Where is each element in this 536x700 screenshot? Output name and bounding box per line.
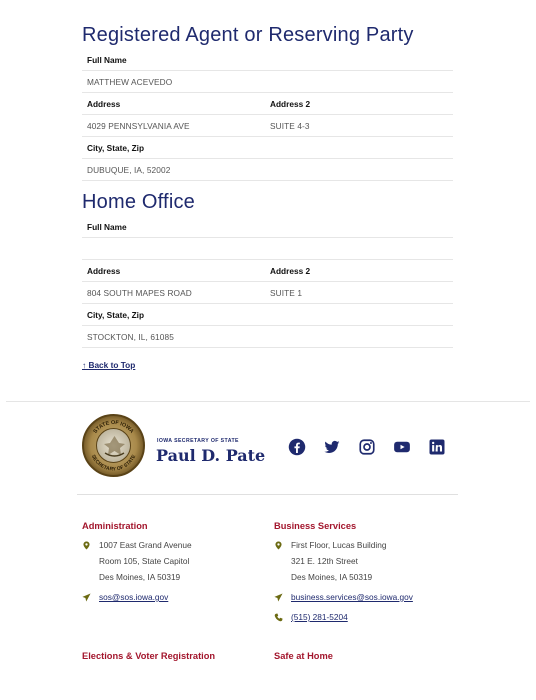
full-name-value: MATTHEW ACEVEDO xyxy=(87,76,173,87)
administration-address xyxy=(99,537,192,585)
full-name-label: Full Name xyxy=(87,221,127,232)
location-pin-icon xyxy=(274,541,283,550)
csz-value-row xyxy=(82,159,453,181)
address-line: First Floor, Lucas Building xyxy=(291,540,387,550)
seal-bottom-text: SECRETARY OF STATE xyxy=(89,453,138,473)
address2-label: Address 2 xyxy=(270,98,311,109)
address-label: Address xyxy=(87,265,121,276)
address-value: 804 SOUTH MAPES ROAD xyxy=(87,287,192,298)
csz-label-row xyxy=(82,137,453,159)
home-office-section xyxy=(82,191,453,348)
csz-value: STOCKTON, IL, 61085 xyxy=(87,331,174,342)
csz-label: City, State, Zip xyxy=(87,309,145,320)
back-to-top-link[interactable]: ↑ Back to Top xyxy=(82,360,136,370)
full-name-label: Full Name xyxy=(87,54,127,65)
full-name-value-row xyxy=(82,238,453,260)
address-line: Des Moines, IA 50319 xyxy=(99,572,181,582)
address2-value: SUITE 1 xyxy=(270,287,303,298)
address-label-row xyxy=(82,260,453,282)
send-icon xyxy=(274,593,283,602)
twitter-icon[interactable] xyxy=(323,438,341,456)
seal-top-text: STATE OF IOWA xyxy=(92,419,135,435)
seal-emblem xyxy=(96,428,131,463)
csz-value: DUBUQUE, IA, 52002 xyxy=(87,164,171,175)
youtube-icon[interactable] xyxy=(393,438,411,456)
address-label: Address xyxy=(87,98,121,109)
footer-inner-divider xyxy=(77,494,458,495)
footer-divider xyxy=(6,401,530,402)
address-line: Room 105, State Capitol xyxy=(99,556,190,566)
address-value-row xyxy=(82,282,453,304)
safe-at-home-title: Safe at Home xyxy=(274,651,333,661)
csz-value-row xyxy=(82,326,453,348)
address2-label: Address 2 xyxy=(270,265,311,276)
section-title: Home Office xyxy=(82,191,195,213)
full-name-label-row xyxy=(82,49,453,71)
business-services-email-link[interactable]: business.services@sos.iowa.gov xyxy=(291,592,413,602)
address-line: 1007 East Grand Avenue xyxy=(99,540,192,550)
facebook-icon[interactable] xyxy=(288,438,306,456)
csz-label-row xyxy=(82,304,453,326)
full-name-value-row xyxy=(82,71,453,93)
business-services-address xyxy=(291,537,386,585)
section-title: Registered Agent or Reserving Party xyxy=(82,24,414,46)
registered-agent-section xyxy=(82,24,453,181)
address-label-row xyxy=(82,93,453,115)
phone-icon xyxy=(274,613,283,622)
office-subtitle: IOWA SECRETARY OF STATE xyxy=(157,438,239,444)
administration-title: Administration xyxy=(82,521,148,531)
csz-label: City, State, Zip xyxy=(87,142,145,153)
full-name-label-row xyxy=(82,216,453,238)
address-value: 4029 PENNSYLVANIA AVE xyxy=(87,120,190,131)
business-services-phone-link[interactable]: (515) 281-5204 xyxy=(291,612,348,622)
location-pin-icon xyxy=(82,541,91,550)
state-seal-logo[interactable] xyxy=(82,414,145,477)
instagram-icon[interactable] xyxy=(358,438,376,456)
elections-title: Elections & Voter Registration xyxy=(82,651,216,661)
send-icon xyxy=(82,593,91,602)
linkedin-icon[interactable] xyxy=(428,438,446,456)
address-line: 321 E. 12th Street xyxy=(291,556,358,566)
address2-value: SUITE 4-3 xyxy=(270,120,310,131)
business-services-title: Business Services xyxy=(274,521,357,531)
address-value-row xyxy=(82,115,453,137)
administration-email-link[interactable]: sos@sos.iowa.gov xyxy=(99,592,169,602)
address-line: Des Moines, IA 50319 xyxy=(291,572,373,582)
office-name: Paul D. Pate xyxy=(156,446,266,465)
